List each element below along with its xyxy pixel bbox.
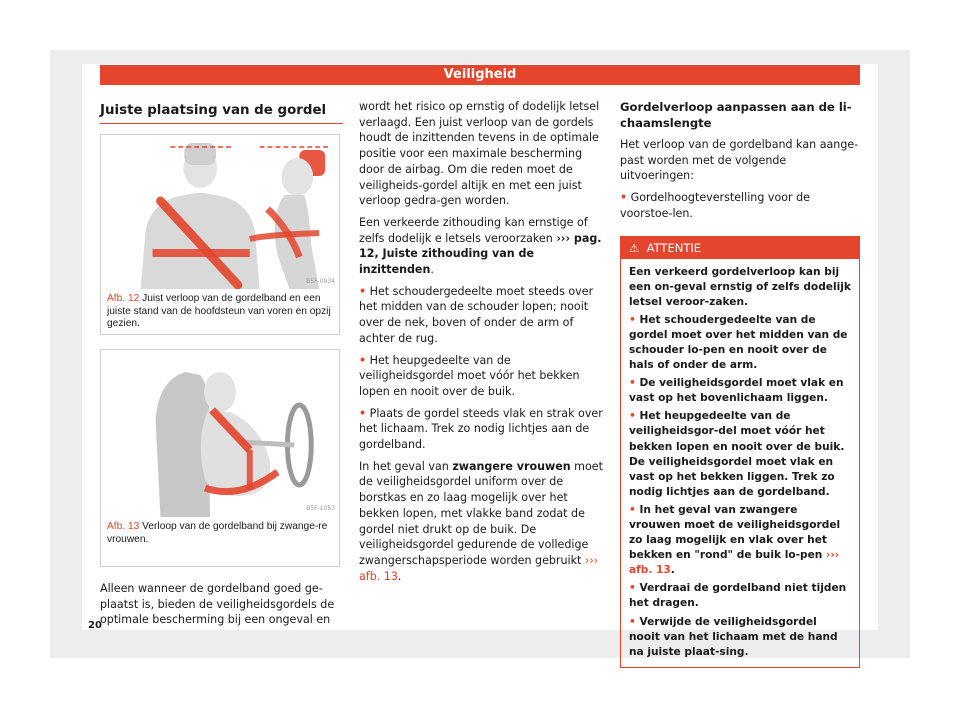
page-number: 20 bbox=[88, 620, 102, 631]
figure-12 bbox=[100, 134, 340, 335]
attention-box bbox=[620, 236, 860, 668]
emphasis: zwangere vrouwen bbox=[452, 459, 571, 473]
figure-caption bbox=[101, 517, 339, 550]
paragraph: Het verloop van de gordelband kan aange-past worden met de volgende uitvoeringen: bbox=[620, 138, 859, 183]
attention-item: • De veiligheidsgordel moet vlak en vast op het bovenlichaam liggen. bbox=[629, 377, 844, 405]
attention-body bbox=[621, 259, 859, 667]
figure-caption-text: Juist verloop van de gordelband en een juiste stand van de hoofdsteun van voren en opzij gezien. bbox=[107, 293, 331, 330]
figure-code: B5F-1057 bbox=[306, 505, 335, 512]
attention-item-text: Het schoudergedeelte van de gordel moet over het midden van de schouder lo-pen en nooit over de hals of onder de arm. bbox=[629, 313, 848, 372]
bullet-text: Plaats de gordel steeds vlak en strak over het lichaam. Trek zo nodig lichtjes aan de gordelband. bbox=[359, 406, 603, 452]
text: moet de veiligheidsgordel uniform over de borstkas en zo laag mogelijk over het bekken lopen, met vlakke band zodat de gordel niet drukt op de buik. De veiligheidsgordel gedurende de volledige zwangerschapsperiode worden gebruikt bbox=[359, 459, 603, 567]
text: . bbox=[397, 569, 402, 583]
figure-label: Afb. 13 bbox=[107, 521, 140, 532]
pregnant-seatbelt-illustration bbox=[101, 350, 339, 517]
figure-code: B5F-0934 bbox=[306, 278, 335, 285]
text: . bbox=[430, 263, 434, 277]
attention-intro: Een verkeerd gordelverloop kan bij een on-geval ernstig of zelfs dodelijk letsel veroor-zaken. bbox=[629, 265, 851, 308]
bullet-text: Het heupgedeelte van de veiligheidsgordel moet vóór het bekken lopen en nooit over de buik. bbox=[359, 353, 580, 398]
bullet-item: • Het schoudergedeelte moet steeds over het midden van de schouder lopen; nooit over de nek, boven of onder de arm of achter de rug. bbox=[359, 284, 594, 345]
subheading: Gordelverloop aanpassen aan de li-chaamslengte bbox=[620, 100, 852, 130]
paragraph bbox=[359, 459, 603, 585]
text: In het geval van bbox=[359, 459, 449, 473]
figure-label: Afb. 12 bbox=[107, 293, 140, 304]
text: . bbox=[670, 564, 675, 577]
attention-item-text: Verdraai de gordelband niet tijden het dragen. bbox=[629, 582, 847, 610]
paragraph bbox=[359, 215, 603, 278]
bullet-text: Het schoudergedeelte moet steeds over het midden van de schouder lopen; nooit over de nek, boven of onder de arm of achter de rug. bbox=[359, 284, 594, 345]
column-2 bbox=[359, 99, 603, 590]
paragraph: wordt het risico op ernstig of dodelijk letsel verlaagd. Een juist verloop van de gordels houdt de inzittenden tevens in de optimale positie voor een maximale bescherming door de airbag. Om die reden moet de veiligheids-gordel altijk en met een juist verloop gedra-gen worden. bbox=[359, 100, 600, 208]
figure-link[interactable]: ››› afb. 13 bbox=[359, 553, 599, 583]
figure-caption-text: Verloop van de gordelband bij zwange-re vrouwen. bbox=[107, 521, 328, 545]
cross-reference-link[interactable]: ››› pag. 12, Juiste zithouding van de inzittenden bbox=[359, 231, 602, 277]
section-title: Juiste plaatsing van de gordel bbox=[100, 102, 343, 124]
bullet-item: • Gordelhoogteverstelling voor de voorstoe-len. bbox=[620, 191, 810, 220]
seatbelt-front-side-illustration bbox=[101, 135, 339, 289]
attention-item: • In het geval van zwangere vrouwen moet de veiligheidsgordel zo laag mogelijk en vlak over het bekken en "rond" de buik lo-pen ››› afb. 13. bbox=[629, 503, 841, 577]
column-1 bbox=[100, 102, 343, 628]
figure-link[interactable]: ››› afb. 13 bbox=[629, 549, 840, 577]
attention-header bbox=[621, 237, 859, 259]
intro-paragraph: Alleen wanneer de gordelband goed ge-plaatst is, bieden de veiligheidsgordels de optimale bescherming bij een ongeval en bbox=[100, 582, 335, 627]
attention-item-text: Verwijde de veiligheidsgordel nooit van het lichaam met de hand na juiste plaat-sing. bbox=[629, 615, 838, 658]
warning-icon: ⚠ bbox=[629, 240, 640, 255]
attention-item-text: De veiligheidsgordel moet vlak en vast op het bovenlichaam liggen. bbox=[629, 377, 844, 405]
attention-item: • Verwijde de veiligheidsgordel nooit van het lichaam met de hand na juiste plaat-sing. bbox=[629, 615, 838, 658]
bullet-text: Gordelhoogteverstelling voor de voorstoe-len. bbox=[620, 191, 810, 220]
attention-item-text: In het geval van zwangere vrouwen moet de veiligheidsgordel zo laag mogelijk en vlak over het bekken en "rond" de buik lo-pen bbox=[629, 503, 841, 562]
attention-item-text: Het heupgedeelte van de veiligheidsgor-del moet vóór het bekken lopen en nooit over de buik. De veiligheidsgordel moet vlak en vast op het bekken liggen. Trek zo nodig lichtjes aan de gordelband. bbox=[629, 410, 845, 498]
text: Een verkeerde zithouding kan ernstige of zelfs dodelijk e letsels veroorzaken bbox=[359, 215, 588, 245]
figure-13 bbox=[100, 349, 340, 567]
attention-item: • Verdraai de gordelband niet tijden het dragen. bbox=[629, 582, 847, 610]
attention-title: ATTENTIE bbox=[646, 240, 701, 255]
attention-item: • Het heupgedeelte van de veiligheidsgor-del moet vóór het bekken lopen en nooit over de buik. De veiligheidsgordel moet vlak en vast op het bekken liggen. Trek zo nodig lichtjes aan de gordelband. bbox=[629, 410, 845, 498]
attention-item: • Het schoudergedeelte van de gordel moet over het midden van de schouder lo-pen en nooit over de hals of onder de arm. bbox=[629, 313, 848, 372]
bullet-item: • Het heupgedeelte van de veiligheidsgordel moet vóór het bekken lopen en nooit over de buik. bbox=[359, 353, 580, 398]
section-header: Veiligheid bbox=[100, 65, 860, 85]
column-3 bbox=[620, 99, 860, 668]
bullet-item: • Plaats de gordel steeds vlak en strak over het lichaam. Trek zo nodig lichtjes aan de gordelband. bbox=[359, 406, 603, 452]
figure-caption bbox=[101, 289, 339, 335]
